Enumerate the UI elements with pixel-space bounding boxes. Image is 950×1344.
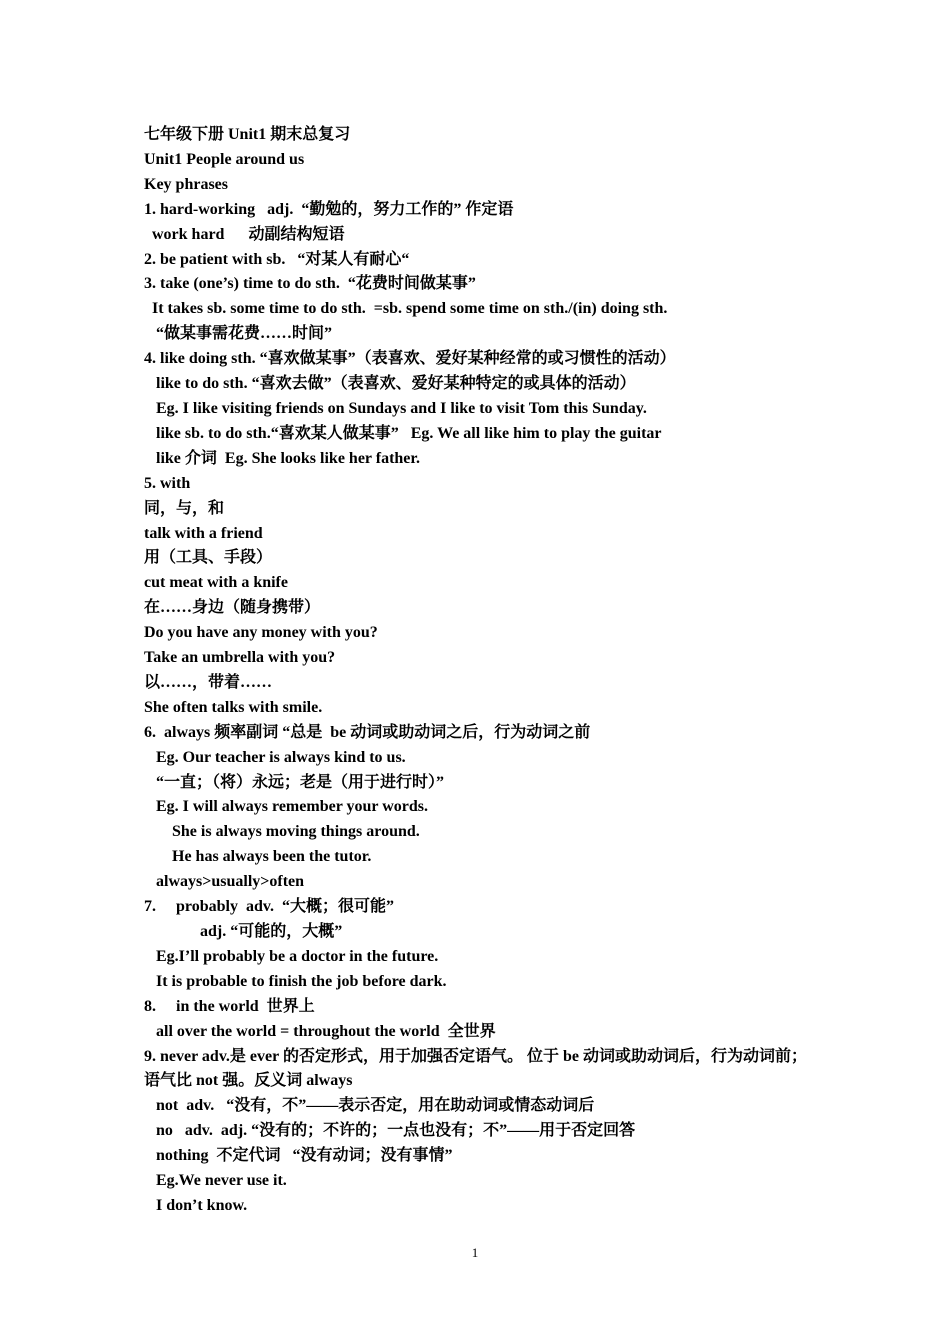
text-line: talk with a friend bbox=[144, 524, 263, 542]
text-line: no adv. adj. “没有的；不许的；一点也没有；不”——用于否定回答 bbox=[144, 1122, 636, 1140]
text-line: Eg. I will always remember your words. bbox=[144, 798, 428, 816]
text-line: Eg.I’ll probably be a doctor in the future. bbox=[144, 947, 439, 965]
text-line: 3. take (one’s) time to do sth. “花费时间做某事” bbox=[144, 275, 476, 293]
text-line: “一直；（将）永远；老是（用于进行时）” bbox=[144, 773, 445, 791]
text-line: like 介词 Eg. She looks like her father. bbox=[144, 449, 421, 467]
text-line: cut meat with a knife bbox=[144, 574, 288, 592]
text-line: always>usually>often bbox=[144, 873, 305, 891]
text-line: 以……，带着…… bbox=[144, 673, 273, 691]
section-heading: Key phrases bbox=[144, 175, 228, 193]
text-paragraph: 9. never adv.是 ever 的否定形式，用于加强否定语气。 位于 be 动词或助动词后，行为动词前；语气比 not 强。反义词 always bbox=[144, 1047, 807, 1090]
text-line: 4. like doing sth. “喜欢做某事”（表喜欢、爱好某种经常的或习惯性的活动） bbox=[144, 350, 676, 368]
text-line: 6. always 频率副词 “总是 be 动词或助动词之后，行为动词之前 bbox=[144, 723, 591, 741]
text-line: Take an umbrella with you? bbox=[144, 649, 336, 667]
page-number: 1 bbox=[471, 1245, 479, 1260]
document-body bbox=[144, 123, 816, 1219]
text-line: 1. hard-working adj. “勤勉的，努力工作的” 作定语 bbox=[144, 200, 514, 218]
text-line: 7. probably adv. “大概；很可能” bbox=[144, 898, 394, 916]
text-line: 用（工具、手段） bbox=[144, 549, 273, 567]
text-line: 在……身边（随身携带） bbox=[144, 599, 321, 617]
text-line: 同，与，和 bbox=[144, 499, 225, 517]
text-line: adj. “可能的，大概” bbox=[144, 923, 343, 940]
text-line: 2. be patient with sb. “对某人有耐心“ bbox=[144, 250, 410, 268]
text-line: I don’t know. bbox=[144, 1196, 248, 1214]
text-line: He has always been the tutor. bbox=[144, 848, 372, 866]
document-title: 七年级下册 Unit1 期末总复习 bbox=[144, 126, 351, 143]
text-line: Do you have any money with you? bbox=[144, 624, 378, 642]
text-line: It takes sb. some time to do sth. =sb. spend some time on sth./(in) doing sth. bbox=[144, 300, 668, 318]
unit-heading: Unit1 People around us bbox=[144, 150, 305, 168]
text-line: 5. with bbox=[144, 474, 191, 492]
text-line: like to do sth. “喜欢去做”（表喜欢、爱好某种特定的或具体的活动） bbox=[144, 375, 636, 393]
text-line: It is probable to finish the job before dark. bbox=[144, 972, 447, 990]
text-line: Eg.We never use it. bbox=[144, 1172, 287, 1190]
text-line: Eg. I like visiting friends on Sundays and I like to visit Tom this Sunday. bbox=[144, 399, 647, 417]
text-line: Eg. Our teacher is always kind to us. bbox=[144, 748, 406, 766]
text-line: She often talks with smile. bbox=[144, 698, 323, 716]
text-line: work hard 动副结构短语 bbox=[144, 225, 345, 243]
text-line: 8. in the world 世界上 bbox=[144, 997, 315, 1015]
text-line: like sb. to do sth.“喜欢某人做某事” Eg. We all like him to play the guitar bbox=[144, 424, 662, 442]
text-line: She is always moving things around. bbox=[144, 823, 420, 841]
text-line: nothing 不定代词 “没有动词；没有事情” bbox=[144, 1147, 453, 1165]
text-line: not adv. “没有，不”——表示否定，用在助动词或情态动词后 bbox=[144, 1097, 595, 1115]
text-line: “做某事需花费……时间” bbox=[144, 325, 333, 343]
text-line: all over the world = throughout the world 全世界 bbox=[144, 1022, 496, 1040]
